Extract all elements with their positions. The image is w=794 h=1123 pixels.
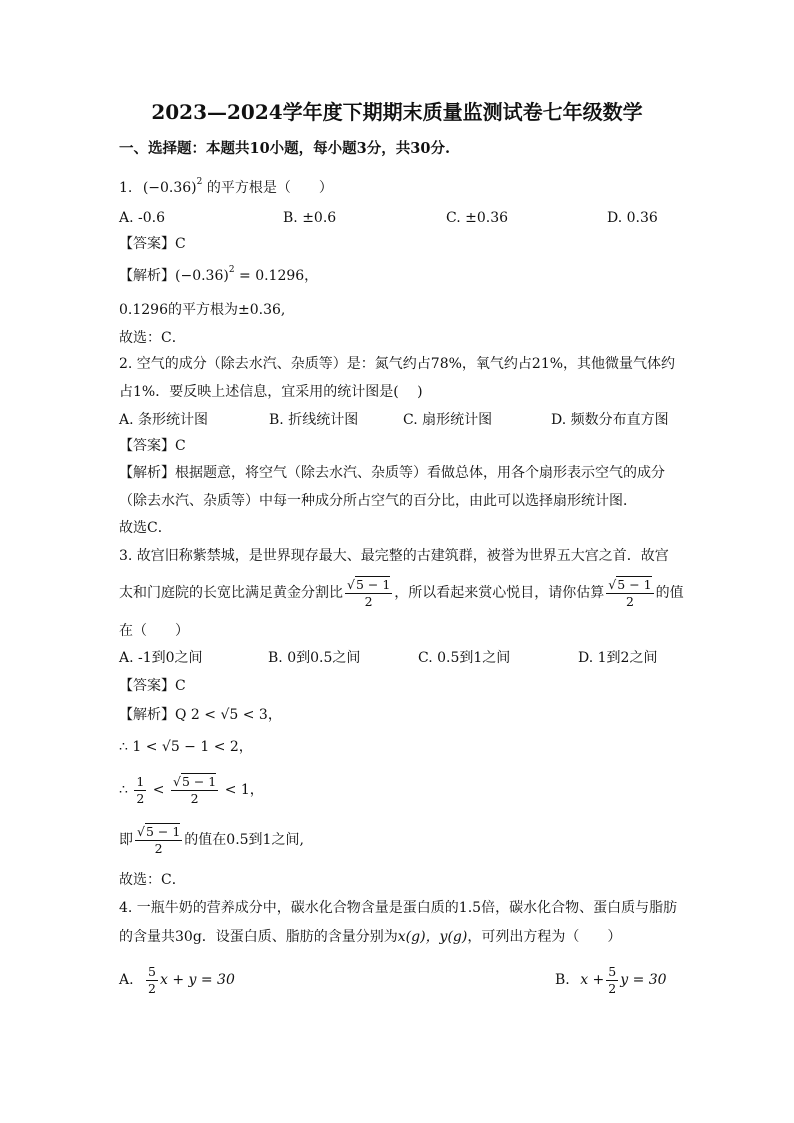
stem-text: ，所以看起来赏心悦目，请你估算 xyxy=(394,585,605,601)
option-a: A. 条形统计图 xyxy=(119,412,209,428)
analysis-line xyxy=(119,705,282,725)
question-1-stem xyxy=(119,178,333,198)
conclusion: 故选：C． xyxy=(119,872,186,888)
question-2-stem: 2. 空气的成分（除去水汽、杂质等）是：氮气约占78%，氧气约占21%，其他微量气体约 xyxy=(119,356,676,372)
golden-ratio-fraction: $\frac{√5 - 1}{2}$ xyxy=(608,577,652,609)
option-d: D. 1到2之间 xyxy=(578,650,658,666)
stem-text: 的值 xyxy=(655,585,684,601)
analysis-line: 【解析】根据题意，将空气（除去水汽、杂质等）看做总体，用各个扇形表示空气的成分 xyxy=(119,465,665,481)
math-expression: = 0.1296， xyxy=(234,268,319,284)
question-4-stem: 的含量共30g．设蛋白质、脂肪的含量分别为x(g)，y(g)，可列出方程为（ ） xyxy=(119,929,622,945)
option-d: D. 0.36 xyxy=(607,210,658,226)
option-d: D. 频数分布直方图 xyxy=(551,412,669,428)
golden-ratio-fraction: $\frac{√5 - 1}{2}$ xyxy=(137,824,181,856)
analysis-line: 即 $\frac{√5 - 1}{2}$ 的值在0.5到1之间, xyxy=(119,824,304,856)
option-c: C. 扇形统计图 xyxy=(403,412,493,428)
conclusion: 故选C． xyxy=(119,520,172,536)
question-3-stem: 3. 故宫旧称紫禁城，是世界现存最大、最完整的古建筑群，被誉为世界五大宫之首．故宫 xyxy=(119,548,669,564)
option-a: A. -1到0之间 xyxy=(119,650,203,666)
question-3-stem: 在（ ） xyxy=(119,623,189,639)
section-heading: 一、选择题：本题共10小题，每小题3分，共30分. xyxy=(119,140,450,157)
exponent: 2 xyxy=(196,177,203,187)
coefficient-fraction: $\frac{5}{2}$ xyxy=(148,963,156,996)
option-c: C. 0.5到1之间 xyxy=(418,650,511,666)
answer: 【答案】C xyxy=(119,438,186,454)
math-expression: x(g)，y(g) xyxy=(397,929,468,945)
option-c: C. ±0.36 xyxy=(446,210,509,226)
analysis-label: 【解析】 xyxy=(119,268,175,284)
golden-ratio-fraction: $\frac{√5 - 1}{2}$ xyxy=(347,577,391,609)
analysis-line: 0.1296的平方根为±0.36, xyxy=(119,302,286,318)
question-2-stem: 占1%．要反映上述信息，宜采用的统计图是( ) xyxy=(119,384,423,400)
option-a: A. $\frac{5}{2}$ x + y = 30 xyxy=(119,963,235,996)
question-4-stem: 4. 一瓶牛奶的营养成分中，碳水化合物含量是蛋白质的1.5倍，碳水化合物、蛋白质与脂肪 xyxy=(119,900,678,916)
page-title: 2023—2024学年度下期期末质量监测试卷七年级数学 xyxy=(151,100,643,124)
analysis-line: ∴ $\frac{1}{2}$ < $\frac{√5 - 1}{2}$ < 1， xyxy=(119,773,264,806)
option-b: B. x + $\frac{5}{2}$ y = 30 xyxy=(555,963,667,996)
golden-ratio-fraction: $\frac{√5 - 1}{2}$ xyxy=(172,774,217,806)
analysis-label: 【解析】 xyxy=(119,707,175,723)
exponent: 2 xyxy=(228,265,235,275)
answer: 【答案】C xyxy=(119,678,186,694)
analysis-line xyxy=(119,266,318,286)
stem-text: 太和门庭院的长宽比满足黄金分割比 xyxy=(119,585,343,601)
option-b: B. ±0.6 xyxy=(283,210,337,226)
math-expression: Q 2 < √5 < 3， xyxy=(175,707,282,723)
analysis-line: （除去水汽、杂质等）中每一种成分所占空气的百分比，由此可以选择扇形统计图． xyxy=(119,493,637,509)
answer: 【答案】C xyxy=(119,236,186,252)
half-fraction: $\frac{1}{2}$ xyxy=(136,773,145,806)
stem-text: 的平方根是（ ） xyxy=(206,180,333,196)
coefficient-fraction: $\frac{5}{2}$ xyxy=(608,963,617,996)
question-number: 1. xyxy=(119,180,133,196)
math-expression: (−0.36) xyxy=(175,268,229,284)
option-b: B. 0到0.5之间 xyxy=(268,650,361,666)
math-expression: (−0.36) xyxy=(142,180,197,196)
conclusion: 故选：C． xyxy=(119,330,186,346)
question-3-stem xyxy=(119,575,684,611)
analysis-line: ∴ 1 < √5 − 1 < 2， xyxy=(119,739,253,755)
option-b: B. 折线统计图 xyxy=(269,412,359,428)
option-a: A. -0.6 xyxy=(119,210,166,226)
